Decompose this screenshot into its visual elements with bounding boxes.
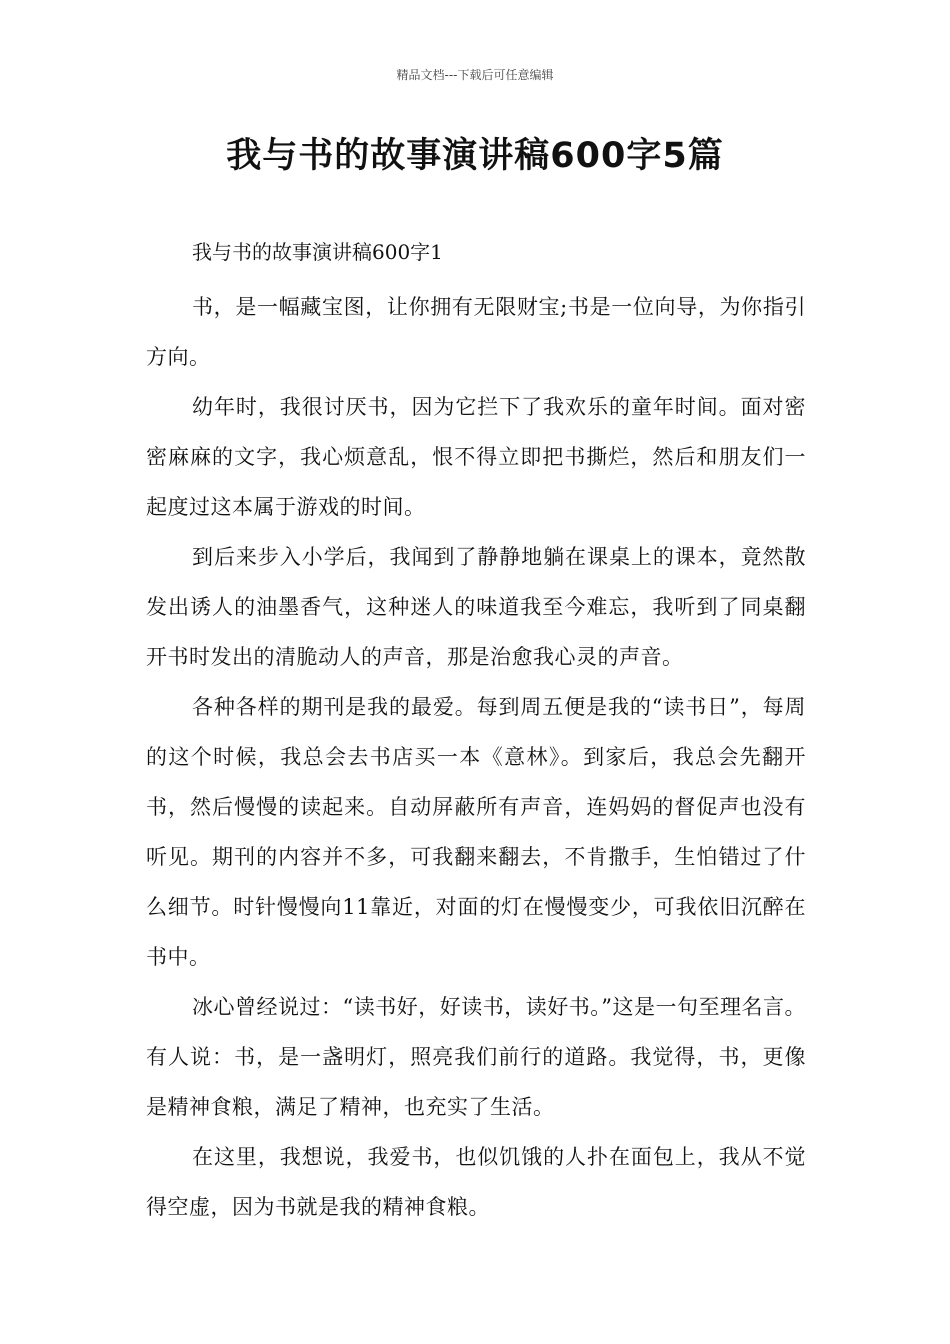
paragraph-3: 到后来步入小学后，我闻到了静静地躺在课桌上的课本，竟然散发出诱人的油墨香气，这种迷人的味道我至今难忘，我听到了同桌翻开书时发出的清脆动人的声音，那是治愈我心灵的声音。 [146, 545, 806, 669]
section-subtitle: 我与书的故事演讲稿600字1 [192, 240, 443, 264]
paragraph-4: 各种各样的期刊是我的最爱。每到周五便是我的“读书日”，每周的这个时候，我总会去书店买一本《意林》。到家后，我总会先翻开书，然后慢慢的读起来。自动屏蔽所有声音，连妈妈的督促声也没有听见。期刊的内容并不多，可我翻来翻去，不肯撒手，生怕错过了什么细节。时针慢慢向11靠近，对面的灯在慢慢变少，可我依旧沉醉在书中。 [146, 695, 806, 969]
paragraph-1: 书，是一幅藏宝图，让你拥有无限财宝;书是一位向导，为你指引方向。 [146, 295, 806, 369]
document-title: 我与书的故事演讲稿600字5篇 [226, 136, 724, 176]
paragraph-5: 冰心曾经说过：“读书好，好读书，读好书。”这是一句至理名言。有人说：书，是一盏明灯，照亮我们前行的道路。我觉得，书，更像是精神食粮，满足了精神，也充实了生活。 [146, 995, 806, 1119]
paragraph-6: 在这里，我想说，我爱书，也似饥饿的人扑在面包上，我从不觉得空虚，因为书就是我的精神食粮。 [146, 1145, 806, 1219]
document-body [146, 232, 806, 1232]
header-note: 精品文档---下载后可任意编辑 [396, 68, 554, 82]
paragraph-2: 幼年时，我很讨厌书，因为它拦下了我欢乐的童年时间。面对密密麻麻的文字，我心烦意乱，恨不得立即把书撕烂，然后和朋友们一起度过这本属于游戏的时间。 [146, 395, 806, 519]
